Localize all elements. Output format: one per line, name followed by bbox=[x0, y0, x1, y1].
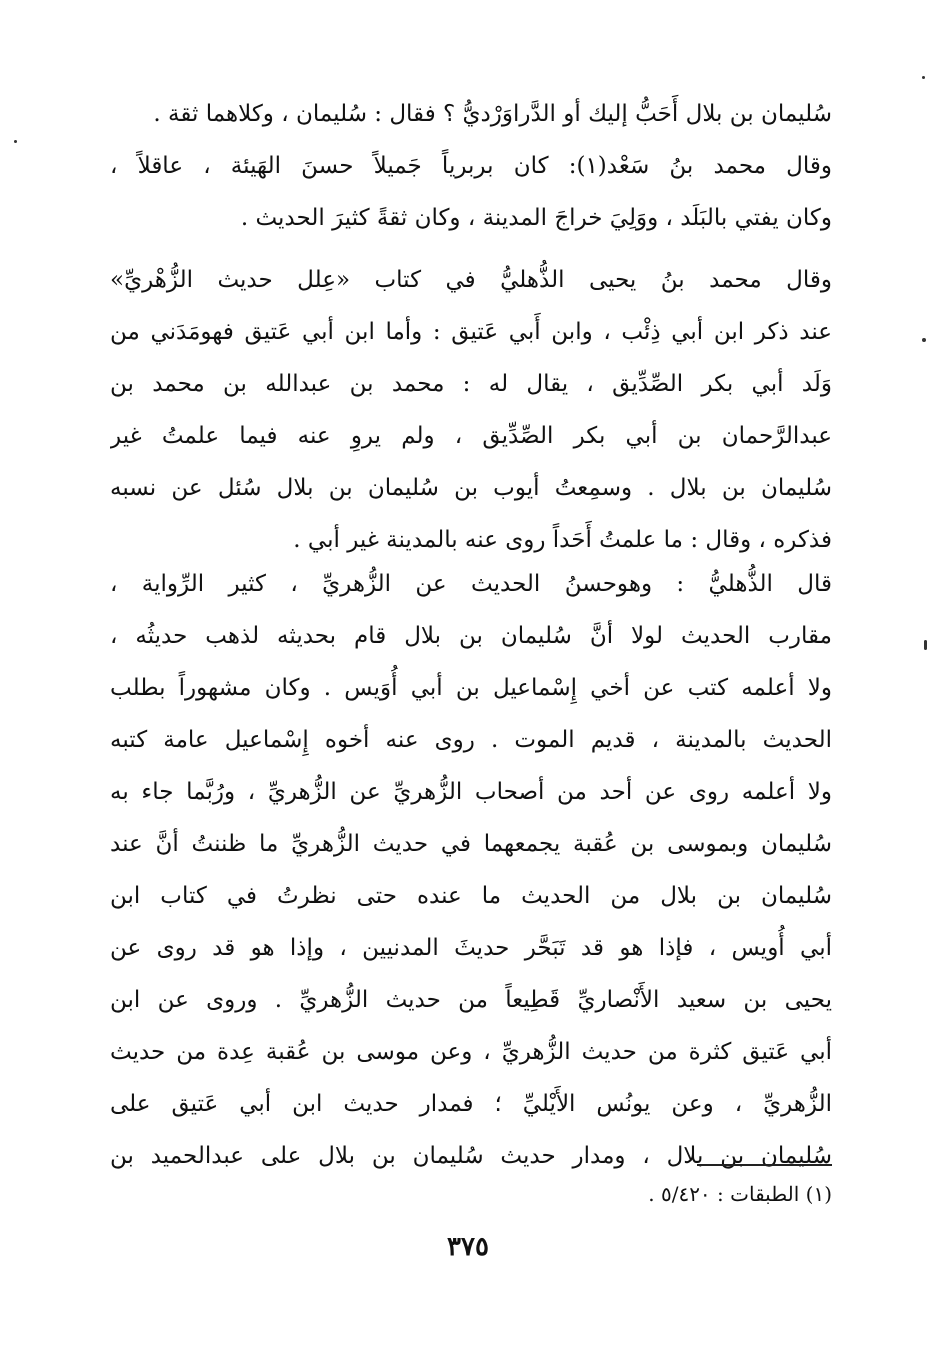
footnote-divider bbox=[697, 1164, 832, 1166]
text-line: سُليمان وبموسى بن عُقبة يجمعهما في حديث الزُّهريِّ ما ظننتُ أنَّ عند bbox=[110, 831, 832, 857]
text-line: وكان يفتي بالبَلَد ، ووَلِيَ خراجَ المدينة ، وكان ثقةً كثيرَ الحديث . bbox=[240, 205, 832, 231]
text-line: سُليمان بن بلال من الحديث ما عنده حتى نظرتُ في كتاب ابن bbox=[110, 883, 832, 909]
text-line: عند ذكر ابن أبي ذِئْب ، وابن أَبي عَتيق : وأما ابن أبي عَتيق فهومَدَني من bbox=[110, 319, 832, 345]
text-line: ولا أعلمه روى عن أحد من أصحاب الزُّهريِّ عن الزُّهريِّ ، ورُبَّما جاء به bbox=[110, 779, 832, 805]
scan-speck bbox=[922, 338, 926, 342]
text-line: وقال محمد بنُ سَعْد(١): كان بربرياً جَميلاً حسنَ الهَيئة ، عاقلاً ، bbox=[110, 153, 832, 179]
text-line: وقال محمد بنُ يحيى الذُّهليُّ في كتاب «عِلل حديث الزُّهْريِّ» bbox=[110, 267, 832, 293]
text-line: مقارب الحديث لولا أنَّ سُليمان بن بلال قام بحديثه لذهب حديثُه ، bbox=[110, 623, 832, 649]
text-line: عبدالرَّحمان بن أبي بكر الصِّدِّيق ، ولم يروِ عنه فيما علمتُ غير bbox=[110, 423, 832, 449]
page-number: ٣٧٥ bbox=[447, 1232, 489, 1262]
text-line: وَلَد أبي بكر الصِّدِّيق ، يقال له : محمد بن عبدالله بن محمد بن bbox=[110, 371, 832, 397]
text-line: سُليمان بن بلال ، ومدار حديث سُليمان بن بلال على عبدالحميد بن bbox=[110, 1143, 832, 1169]
body-text bbox=[110, 88, 832, 1169]
text-line: أبي أُويس ، فإذا هو قد تَبَحَّر حديثَ المدنيين ، وإذا هو قد روى عن bbox=[110, 935, 832, 961]
scan-speck bbox=[922, 76, 925, 79]
text-line: أبي عَتيق كثرة من حديث الزُّهريِّ ، وعن موسى بن عُقبة عِدة من حديث bbox=[110, 1039, 832, 1065]
text-line: سُليمان بن بلال . وسمِعتُ أيوب بن سُليمان بن بلال سُئل عن نسبه bbox=[110, 475, 832, 501]
text-line: الحديث بالمدينة ، قديم الموت . روى عنه أخوه إِسْماعيل عامة كتبه bbox=[110, 727, 832, 753]
text-line: قال الذُّهليُّ : وهوحسنُ الحديث عن الزُّهريِّ ، كثير الرِّواية ، bbox=[110, 571, 832, 597]
text-line: يحيى بن سعيد الأَنْصاريِّ قَطِيعاً من حديث الزُّهريِّ . وروى عن ابن bbox=[110, 987, 832, 1013]
text-line: ولا أعلمه كتب عن أخي إِسْماعيل بن أبي أُوَيس . وكان مشهوراً بطلب bbox=[110, 675, 832, 701]
scan-speck bbox=[14, 140, 17, 143]
footnote: (١) الطبقات : ٥/٤٢٠ . bbox=[648, 1182, 832, 1206]
text-line: سُليمان بن بلال أَحَبُّ إليك أو الدَّراوَرْديُّ ؟ فقال : سُليمان ، وكلاهما ثقة . bbox=[153, 101, 832, 127]
text-line: الزُّهريِّ ، وعن يونُس الأَيْليِّ ؛ فمدار حديث ابن أبي عَتيق على bbox=[110, 1091, 832, 1117]
text-line: فذكره ، وقال : ما علمتُ أَحَداً روى عنه بالمدينة غير أبي . bbox=[293, 527, 832, 553]
scan-speck bbox=[924, 640, 927, 650]
